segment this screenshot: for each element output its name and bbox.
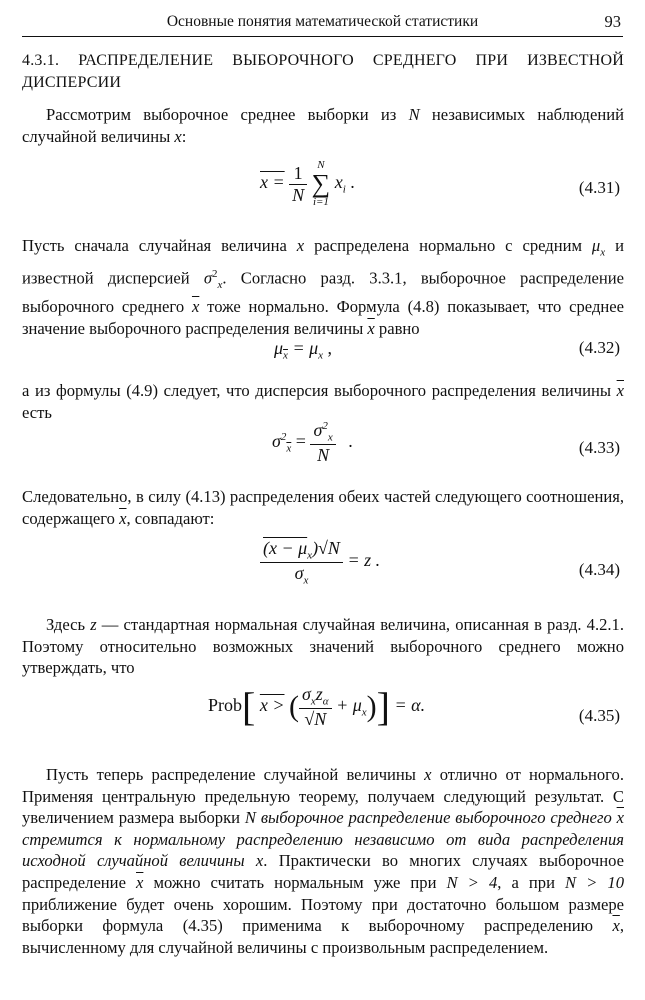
text-run: Здесь (46, 615, 86, 634)
equation-number: (4.34) (578, 560, 620, 579)
fraction (299, 684, 332, 730)
text-run: приближение будет очень хорошим. Поэтому при достаточно большом размере выборки формула (4.35) применима к выборочному распределению (22, 894, 624, 936)
text-run-italic: выборочное распределение выборочного среднего (260, 808, 612, 828)
superscript: 2 (280, 430, 287, 443)
subscript: x (217, 278, 223, 291)
symbol-sigma: σ (203, 268, 213, 288)
text-run: Пусть сначала случайная величина (22, 236, 287, 255)
fraction-numerator: σ (313, 420, 323, 440)
paragraph-intro: Рассмотрим выборочное среднее выборки из N независимых наблюдений случайной величины x: (22, 105, 624, 146)
summation (312, 160, 331, 208)
eq-tail: . (350, 172, 355, 193)
condition-n-gt-4: N > 4 (446, 872, 498, 892)
text-run: распределена нормально с средним (314, 236, 582, 255)
equation-4-31 (22, 160, 624, 220)
fraction-denominator: √N (299, 708, 332, 730)
subscript: x (361, 706, 367, 719)
left-paren-icon: ( (288, 689, 299, 723)
right-bracket-icon: ] (376, 683, 390, 729)
eq-term: x (334, 172, 343, 193)
equation-number: (4.33) (578, 438, 620, 457)
fraction (289, 163, 307, 206)
symbol-xbar: $\overline{x}$ (616, 808, 624, 828)
prob-label: Prob (208, 694, 243, 715)
symbol-xbar: $\overline{x}$ (616, 381, 624, 400)
text-run: , совпадают: (126, 508, 215, 528)
eq-body: = μ (292, 338, 319, 358)
fraction (310, 420, 335, 466)
symbol-x: x (255, 851, 264, 871)
subscript: x (600, 246, 606, 259)
text-run: Следовательно, в силу (4.13) распределения обеих частей следующего соотношения, содержащего (22, 487, 624, 528)
subscript: x (303, 574, 309, 587)
eq-tail: , (327, 338, 333, 358)
eq-lhs: x = (260, 172, 285, 193)
fraction-numerator-a: (x − μ (263, 538, 308, 558)
paragraph-normal-case (22, 235, 624, 340)
fraction (260, 538, 343, 586)
eq-tail: . (348, 430, 353, 451)
text-run: равно (378, 318, 420, 338)
paragraph-variance (22, 380, 624, 423)
eq-term-subscript: i (342, 183, 346, 196)
fraction-numerator-b: )√N (312, 538, 340, 558)
equation-4-35 (22, 684, 624, 744)
paragraph-consequence (22, 486, 624, 529)
text-run: есть (22, 402, 52, 422)
symbol-z: z (315, 684, 323, 704)
fraction-numerator: 1 (293, 162, 303, 183)
sigma-sum-icon: ∑ (311, 169, 331, 198)
eq-sign: = (295, 430, 306, 451)
subscript: x (307, 549, 313, 562)
page-number: 93 (604, 12, 621, 31)
superscript: 2 (212, 267, 218, 280)
sum-lower-limit: i=1 (312, 196, 329, 208)
symbol-z: z (90, 615, 97, 634)
text-run: можно считать нормальным уже при (153, 872, 437, 892)
text-run: независимых наблюдений случайной величины (22, 105, 624, 146)
text-run: . Практически во многих случаях выборочное распределение (22, 851, 624, 892)
symbol-mu: μ (274, 338, 284, 358)
equation-number: (4.32) (578, 338, 620, 357)
equation-4-34 (22, 538, 624, 598)
equation-number: (4.35) (578, 706, 620, 725)
subscript-xbar: x (286, 442, 292, 455)
text-run: и известной дисперсией (22, 236, 624, 288)
symbol-sigma: σ (272, 430, 281, 451)
symbol-xbar: $\overline{x}$ (367, 318, 375, 338)
fraction-denominator: N (310, 444, 335, 466)
subscript: x (327, 431, 333, 444)
running-title: Основные понятия математической статистики (166, 13, 479, 30)
text-run: , а при (497, 872, 555, 892)
eq-rhs: = α. (394, 694, 426, 715)
text-run: Пусть теперь распределение случайной величины (46, 765, 416, 784)
symbol-x: x (174, 126, 182, 146)
fraction-denominator: N (289, 184, 307, 206)
symbol-x: x (296, 236, 305, 255)
symbol-xbar: $\overline{x}$ (612, 916, 620, 936)
right-paren-icon: ) (366, 689, 377, 723)
text-run: , вычисленному для случайной величины с произвольным распределением. (22, 916, 624, 957)
superscript: 2 (322, 420, 328, 432)
left-bracket-icon: [ (242, 683, 256, 729)
page-header (22, 8, 623, 37)
text-run: а из формулы (4.9) следует, что дисперсия выборочного распределения величины (22, 381, 612, 400)
condition-n-gt-10: N > 10 (565, 872, 625, 892)
symbol-x: x (424, 765, 432, 784)
symbol-xbar: $\overline{x}$ (136, 872, 144, 892)
sum-upper-limit: N (317, 159, 325, 171)
fraction-numerator: σ (301, 684, 311, 704)
equation-4-33 (22, 420, 624, 480)
text-run-italic: стремится к нормальному распределению независимо от вида распределения исходной случайной величины (22, 829, 624, 871)
text-run: отлично от нормального. Применяя центральную предельную теорему, получаем следующий результат. С увеличением размера выборки (22, 765, 624, 828)
subscript: x (310, 695, 316, 708)
paragraph-clt (22, 764, 624, 958)
text-run: — стандартная нормальная случайная величина, описанная в разд. 4.2.1. Поэтому относительно возможных значений выборочного среднего можно утверждать, что (22, 615, 624, 678)
subscript: x (318, 349, 324, 362)
equation-4-32 (22, 336, 624, 366)
symbol-N: N (244, 808, 256, 828)
eq-gt: x > (259, 694, 285, 715)
paragraph-standard-normal (22, 614, 624, 679)
text-run: . Согласно разд. 3.3.1, выборочное распределение выборочного среднего (22, 268, 624, 317)
symbol-xbar: $\overline{x}$ (119, 508, 127, 528)
section-title: 4.3.1. РАСПРЕДЕЛЕНИЕ ВЫБОРОЧНОГО СРЕДНЕГО ПРИ ИЗВЕСТНОЙ ДИСПЕРСИИ (22, 52, 624, 91)
text-run: тоже нормально. Формула (4.8) показывает, что среднее значение выборочного распределения величины (22, 297, 624, 338)
eq-plus: + μ (336, 694, 362, 715)
eq-rhs: = z . (347, 550, 381, 571)
text-run: Рассмотрим выборочное среднее выборки из (46, 105, 397, 124)
subscript-alpha: α (322, 695, 329, 708)
symbol-xbar: $\overline{x}$ (191, 297, 200, 317)
subscript-xbar: x (283, 349, 288, 362)
symbol-N: N (408, 105, 420, 124)
equation-number: (4.31) (578, 178, 620, 197)
symbol-mu: μ (591, 236, 601, 255)
fraction-denominator: σ (294, 562, 304, 583)
